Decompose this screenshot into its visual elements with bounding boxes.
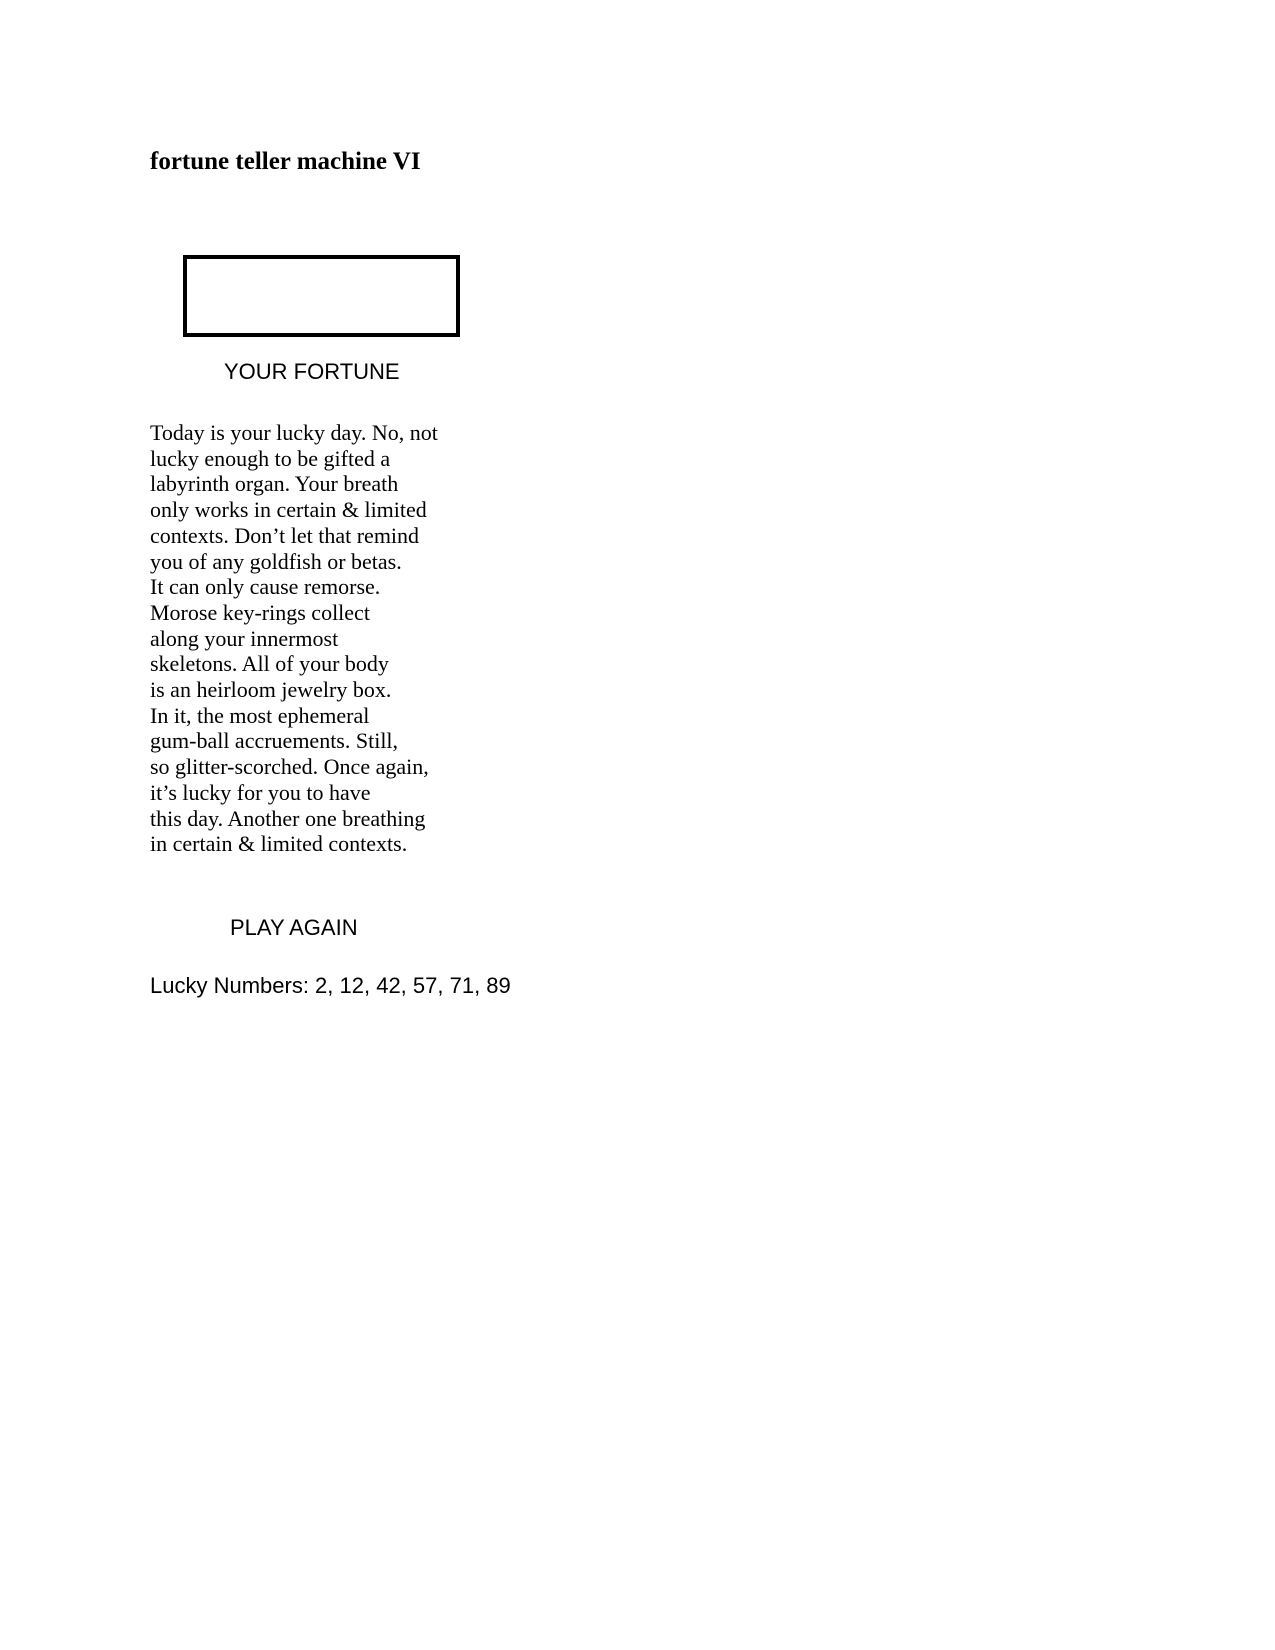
poem-line: contexts. Don’t let that remind [150, 522, 420, 548]
poem-line: it’s lucky for you to have [150, 779, 371, 805]
poem-line: this day. Another one breathing [150, 805, 426, 831]
poem-line: you of any goldfish or betas. [150, 548, 402, 574]
poem-body [150, 420, 438, 857]
poem-title: fortune teller machine VI [150, 148, 421, 175]
poem-line: in certain & limited contexts. [150, 831, 408, 857]
your-fortune-heading: YOUR FORTUNE [224, 359, 400, 384]
poem-line: along your innermost [150, 625, 339, 651]
play-again-button[interactable]: PLAY AGAIN [230, 915, 358, 940]
lucky-numbers: Lucky Numbers: 2, 12, 42, 57, 71, 89 [150, 973, 511, 998]
poem-line: only works in certain & limited [150, 497, 427, 523]
poem-line: Morose key-rings collect [150, 599, 370, 625]
fortune-display-box [183, 255, 460, 337]
poem-line: In it, the most ephemeral [150, 702, 370, 728]
poem-line: lucky enough to be gifted a [150, 445, 391, 471]
poem-line: labyrinth organ. Your breath [150, 471, 399, 497]
poem-line: so glitter-scorched. Once again, [150, 754, 429, 780]
poem-line: It can only cause remorse. [150, 574, 381, 600]
poem-line: skeletons. All of your body [150, 651, 389, 677]
poem-line: Today is your lucky day. No, not [150, 420, 438, 445]
poem-line: is an heirloom jewelry box. [150, 677, 392, 703]
poem-line: gum-ball accruements. Still, [150, 728, 399, 754]
